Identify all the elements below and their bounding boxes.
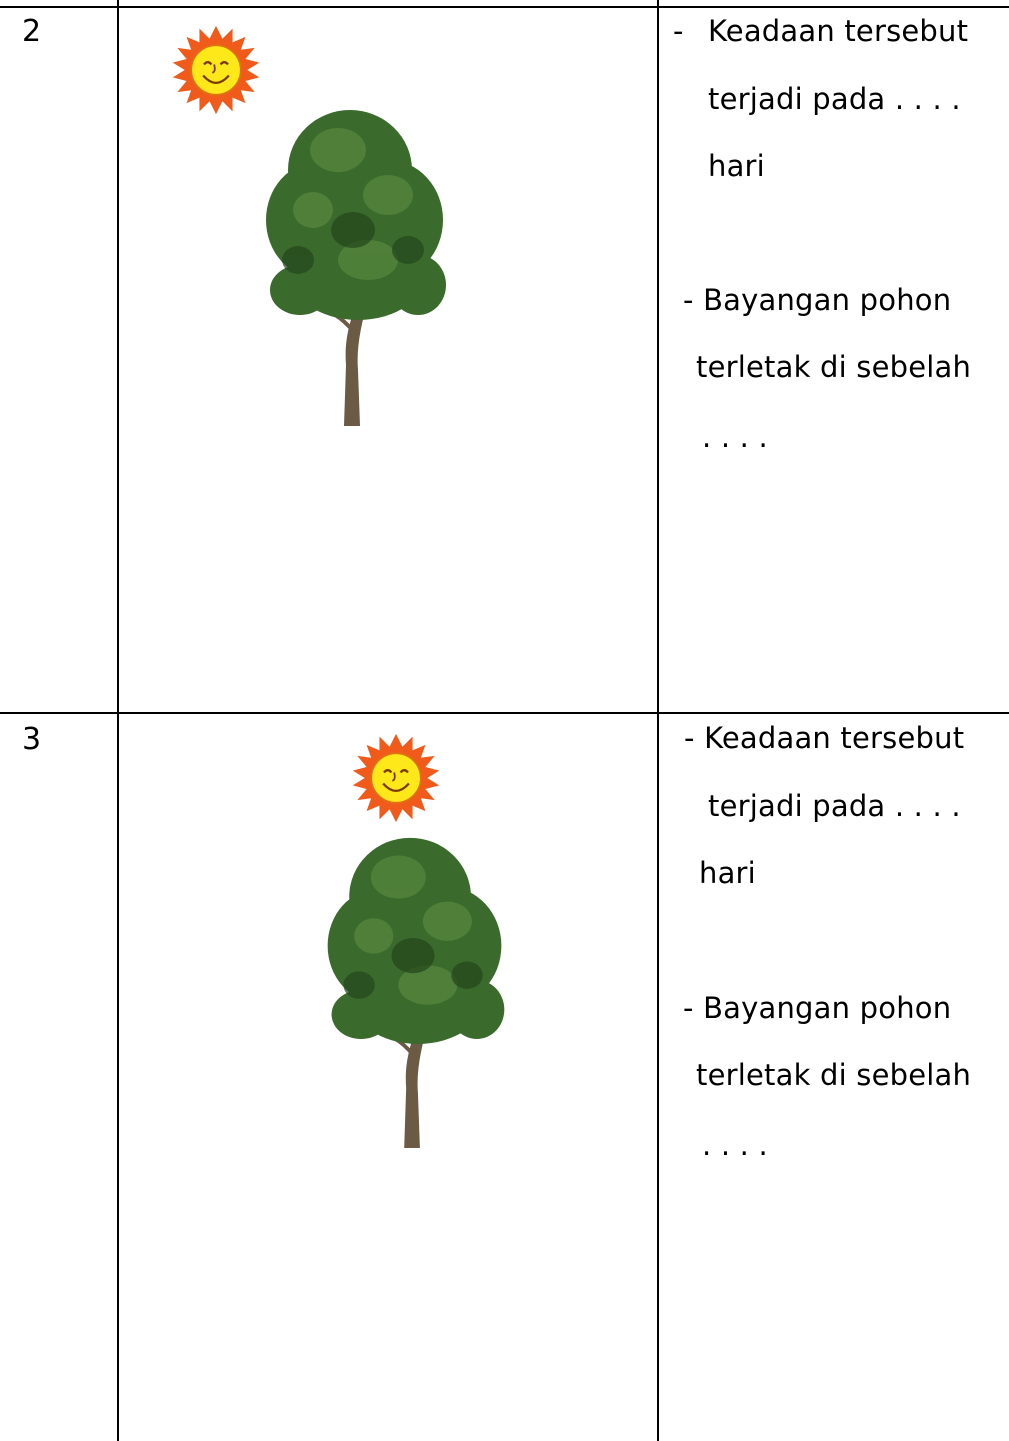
question-line: - Bayangan pohon bbox=[683, 991, 952, 1025]
question-line: - Keadaan tersebut bbox=[684, 721, 965, 755]
question-line: terletak di sebelah bbox=[696, 350, 972, 384]
tree-image bbox=[258, 100, 452, 426]
column-divider-2 bbox=[657, 0, 659, 1441]
sun-icon bbox=[350, 732, 442, 824]
sun-icon bbox=[170, 24, 262, 116]
question-line: hari bbox=[699, 856, 756, 890]
tree-image bbox=[318, 828, 512, 1148]
column-divider-1 bbox=[117, 0, 119, 1441]
question-line: terjadi pada . . . . bbox=[708, 82, 961, 116]
question-line: terletak di sebelah bbox=[696, 1058, 972, 1092]
answer-blank: . . . . bbox=[702, 420, 768, 454]
question-line-dash: - bbox=[673, 14, 684, 48]
answer-blank: . . . . bbox=[702, 1128, 768, 1162]
question-line: hari bbox=[708, 149, 765, 183]
row-number: 2 bbox=[22, 14, 42, 49]
row-number: 3 bbox=[22, 722, 42, 757]
question-line: Keadaan tersebut bbox=[708, 14, 969, 48]
table-top-border bbox=[0, 6, 1009, 8]
row-divider bbox=[0, 712, 1009, 714]
question-line: terjadi pada . . . . bbox=[708, 789, 961, 823]
question-line: - Bayangan pohon bbox=[683, 283, 952, 317]
